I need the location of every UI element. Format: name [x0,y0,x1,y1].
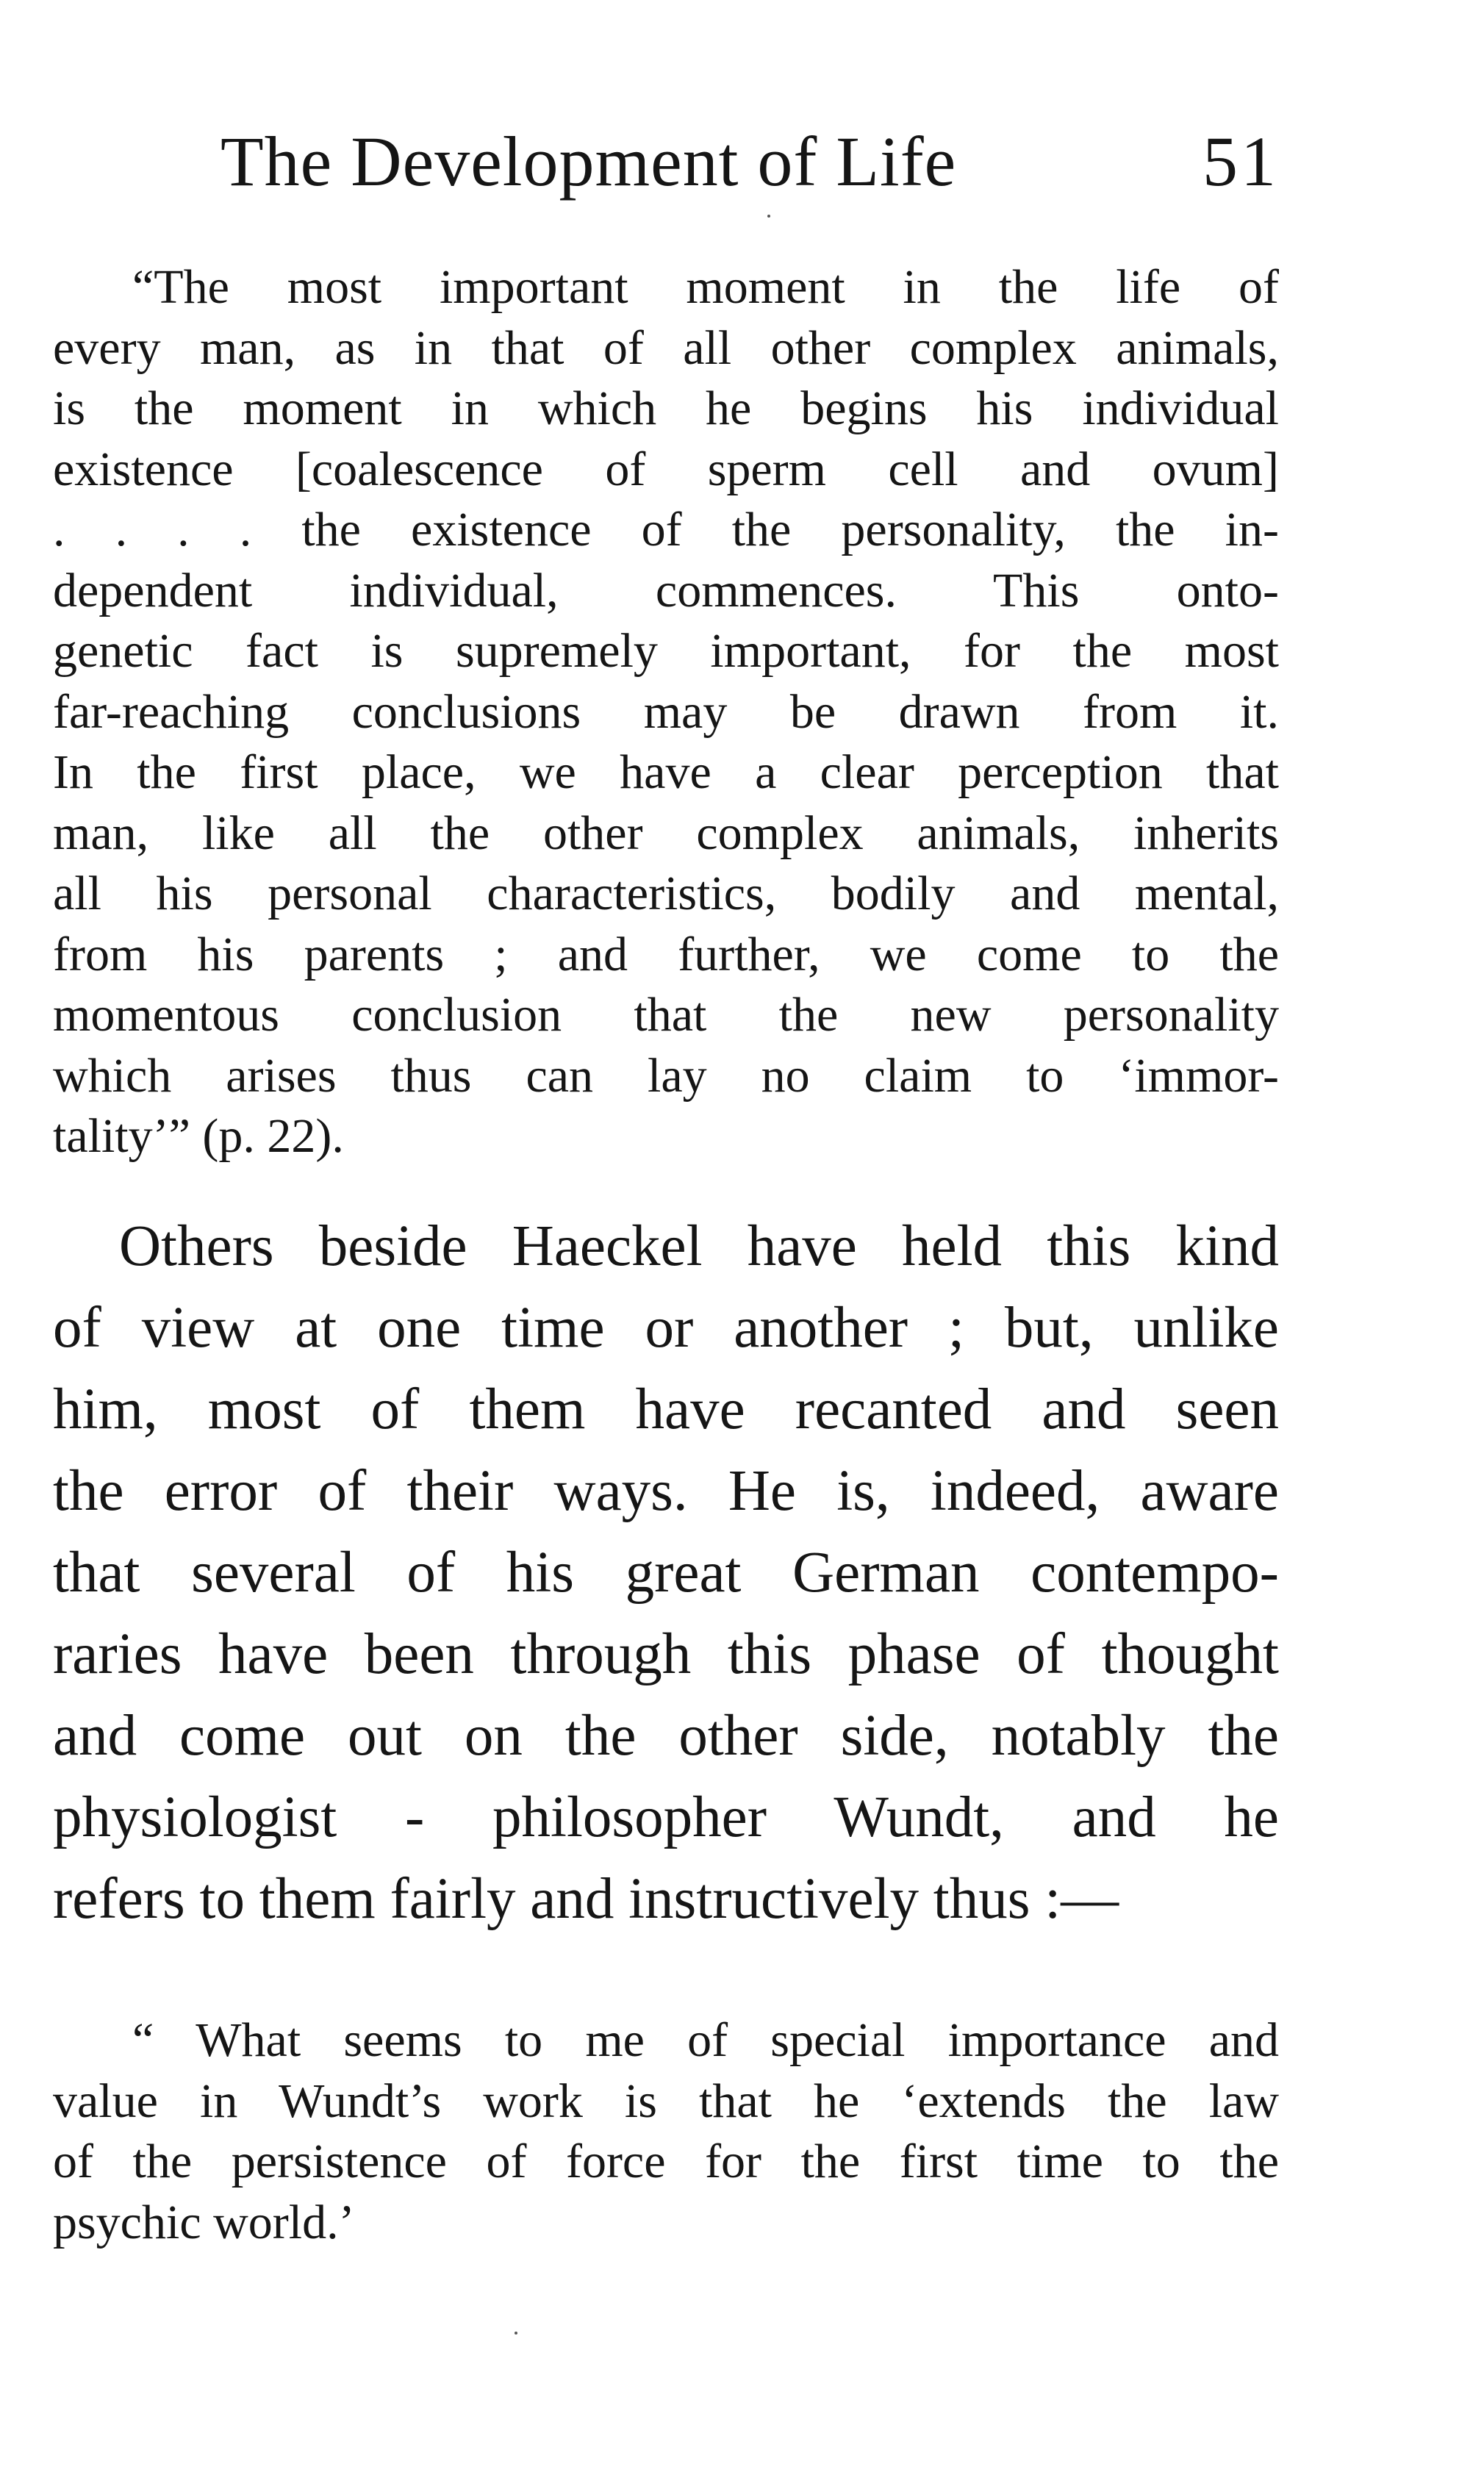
quote-line: which arises thus can lay no claim to ‘immor- [53,1048,1279,1103]
body-paragraph [53,1205,1279,1940]
body-line: him, most of them have recanted and seen [53,1377,1279,1441]
quote-line: . . . . the existence of the personality, the in- [53,503,1279,556]
body-line: Others beside Haeckel have held this kind [119,1214,1279,1278]
body-line: and come out on the other side, notably the [53,1704,1279,1768]
body-line: refers to them fairly and instructively thus :— [53,1867,1119,1931]
quote-line: all his personal characteristics, bodily and mental, [53,867,1279,920]
body-line: that several of his great German contempo- [53,1541,1279,1605]
body-line: of view at one time or another ; but, unlike [53,1296,1279,1360]
print-speck [515,2332,517,2335]
running-head-title: The Development of Life [221,122,957,201]
quote-line: of the persistence of force for the first time to the [53,2135,1279,2188]
running-head [221,114,1279,209]
page-number: 51 [1202,122,1279,201]
quote-line: psychic world.’ [53,2195,355,2249]
quote-line: from his parents ; and further, we come to the [53,927,1279,981]
quote-line: existence [coalescence of sperm cell and ovum] [53,442,1279,496]
quote-line: “The most important moment in the life of [132,260,1279,314]
block-quote-wundt [53,2010,1279,2253]
body-line: raries have been through this phase of thought [53,1622,1279,1686]
quote-line: is the moment in which he begins his individual [53,381,1279,435]
body-line: the error of their ways. He is, indeed, aware [53,1459,1279,1523]
quote-line: genetic fact is supremely important, for the most [53,624,1279,678]
quote-line: tality’” (p. 22). [53,1109,344,1163]
quote-line: far-reaching conclusions may be drawn from it. [53,684,1279,739]
quote-line: dependent individual, commences. This onto- [53,563,1279,617]
quote-line: value in Wundt’s work is that he ‘extends the law [53,2074,1279,2128]
quote-line: “ What seems to me of special importance and [132,2013,1279,2067]
quote-line: In the first place, we have a clear perception that [53,745,1279,799]
print-speck [767,215,770,218]
quote-line: man, like all the other complex animals, inherits [53,806,1279,860]
quote-line: momentous conclusion that the new personality [53,988,1279,1042]
block-quote-haeckel [53,257,1279,1167]
body-line: physiologist - philosopher Wundt, and he [53,1785,1279,1849]
quote-line: every man, as in that of all other complex animals, [53,320,1279,375]
